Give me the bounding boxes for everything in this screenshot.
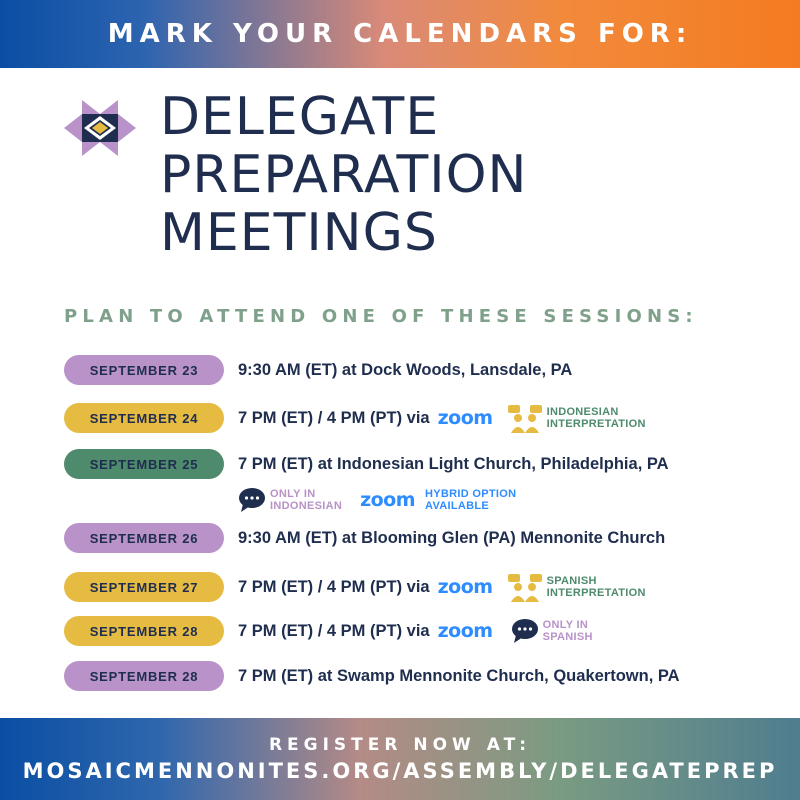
interpreter-people-icon <box>507 403 543 433</box>
note-line-1: ONLY IN <box>270 488 316 500</box>
session-details: 7 PM (ET) / 4 PM (PT) via <box>238 621 430 640</box>
language-note <box>238 487 342 513</box>
session-details: 7 PM (ET) at Swamp Mennonite Church, Quakertown, PA <box>238 666 680 685</box>
hybrid-line-1: HYBRID OPTION <box>425 488 517 500</box>
hybrid-note <box>421 488 516 512</box>
sessions-heading: PLAN TO ATTEND ONE OF THESE SESSIONS: <box>64 306 698 327</box>
session-details: 7 PM (ET) / 4 PM (PT) via <box>238 408 430 427</box>
session-details: 7 PM (ET) / 4 PM (PT) via <box>238 577 430 596</box>
quilt-star-icon <box>64 100 136 156</box>
session-row <box>64 661 764 691</box>
title-line-3: MEETINGS <box>160 203 438 263</box>
footer-banner <box>0 718 800 800</box>
badge-line-2: INTERPRETATION <box>546 418 646 430</box>
zoom-logo: zoom <box>437 576 493 598</box>
note-line-2: SPANISH <box>542 631 593 643</box>
header-banner <box>0 0 800 68</box>
session-row <box>64 449 764 515</box>
session-details: 9:30 AM (ET) at Blooming Glen (PA) Mennonite Church <box>238 528 666 547</box>
register-label: REGISTER NOW AT: <box>268 735 532 755</box>
hybrid-line-2: AVAILABLE <box>425 500 490 512</box>
title-line-2: PREPARATION <box>160 145 528 205</box>
date-pill: SEPTEMBER 26 <box>64 523 224 553</box>
page-title <box>160 88 720 262</box>
date-pill: SEPTEMBER 23 <box>64 355 224 385</box>
session-row <box>64 403 764 433</box>
date-pill: SEPTEMBER 28 <box>64 661 224 691</box>
speech-bubble-icon <box>511 618 539 644</box>
date-pill: SEPTEMBER 24 <box>64 403 224 433</box>
badge-line-1: INDONESIAN <box>546 406 619 418</box>
interpreter-people-icon <box>507 572 543 602</box>
badge-line-1: SPANISH <box>546 575 597 587</box>
date-pill: SEPTEMBER 27 <box>64 572 224 602</box>
date-pill: SEPTEMBER 28 <box>64 616 224 646</box>
note-line-1: ONLY IN <box>542 619 589 631</box>
language-note <box>511 618 593 644</box>
session-row <box>64 616 764 646</box>
register-url[interactable]: MOSAICMENNONITES.ORG/ASSEMBLY/DELEGATEPREP <box>22 759 778 783</box>
session-row <box>64 355 764 385</box>
session-details: 9:30 AM (ET) at Dock Woods, Lansdale, PA <box>238 360 573 379</box>
interpretation-badge <box>507 572 646 602</box>
session-row <box>64 572 764 602</box>
title-line-1: DELEGATE <box>160 87 440 147</box>
session-details: 7 PM (ET) at Indonesian Light Church, Philadelphia, PA <box>238 454 669 473</box>
note-line-2: INDONESIAN <box>270 500 343 512</box>
header-text: MARK YOUR CALENDARS FOR: <box>107 19 693 49</box>
zoom-logo: zoom <box>437 620 493 642</box>
interpretation-badge <box>507 403 646 433</box>
zoom-logo: zoom <box>437 407 493 429</box>
zoom-logo: zoom <box>360 489 416 511</box>
session-row <box>64 523 764 553</box>
date-pill: SEPTEMBER 25 <box>64 449 224 479</box>
speech-bubble-icon <box>238 487 266 513</box>
badge-line-2: INTERPRETATION <box>546 587 646 599</box>
